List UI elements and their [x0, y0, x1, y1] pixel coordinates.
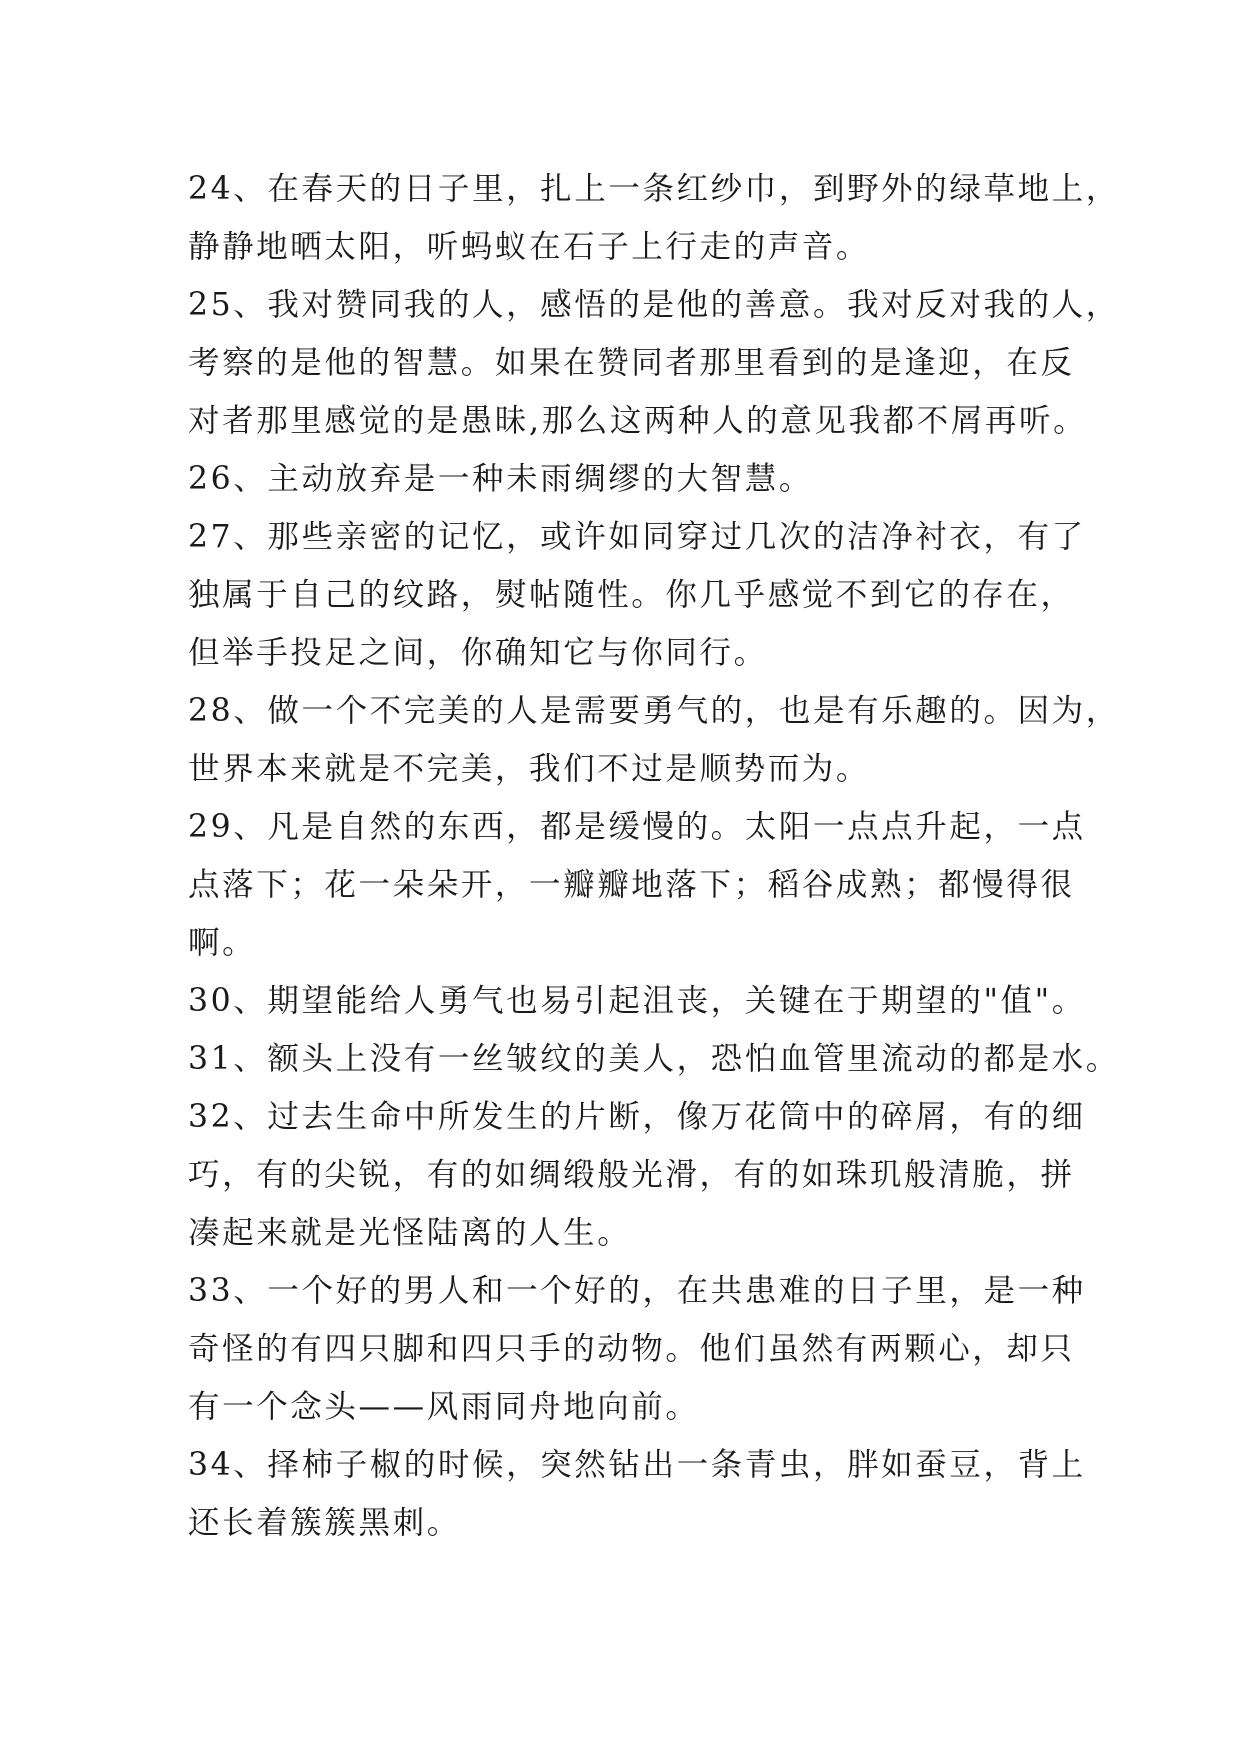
text-line: 凑起来就是光怪陆离的人生。 — [188, 1215, 632, 1251]
text-line: 但举手投足之间，你确知它与你同行。 — [188, 635, 768, 671]
text-line: 独属于自己的纹路，熨帖随性。你几乎感觉不到它的存在， — [188, 577, 1075, 613]
text-line: 点落下；花一朵朵开，一瓣瓣地落下；稻谷成熟；都慢得很 — [188, 867, 1075, 903]
document-body — [188, 160, 1120, 1552]
text-line: 还长着簇簇黑刺。 — [188, 1505, 461, 1541]
text-line: 31、额头上没有一丝皱纹的美人，恐怕血管里流动的都是水。 — [188, 1041, 1120, 1077]
text-line: 巧，有的尖锐，有的如绸缎般光滑，有的如珠玑般清脆，拼 — [188, 1157, 1075, 1193]
text-line: 29、凡是自然的东西，都是缓慢的。太阳一点点升起，一点 — [188, 809, 1086, 845]
text-line: 26、主动放弃是一种未雨绸缪的大智慧。 — [188, 461, 813, 497]
text-line: 世界本来就是不完美，我们不过是顺势而为。 — [188, 751, 871, 787]
text-line: 27、那些亲密的记忆，或许如同穿过几次的洁净衬衣，有了 — [188, 519, 1086, 555]
text-line: 奇怪的有四只脚和四只手的动物。他们虽然有两颗心，却只 — [188, 1331, 1075, 1367]
text-line: 33、一个好的男人和一个好的，在共患难的日子里，是一种 — [188, 1273, 1086, 1309]
text-line: 28、做一个不完美的人是需要勇气的，也是有乐趣的。因为， — [188, 693, 1120, 729]
text-line: 有一个念头——风雨同舟地向前。 — [188, 1389, 700, 1425]
text-line: 静静地晒太阳，听蚂蚁在石子上行走的声音。 — [188, 229, 871, 265]
text-line: 25、我对赞同我的人，感悟的是他的善意。我对反对我的人， — [188, 287, 1120, 323]
text-line: 对者那里感觉的是愚昧,那么这两种人的意见我都不屑再听。 — [188, 403, 1088, 439]
text-line: 30、期望能给人勇气也易引起沮丧，关键在于期望的"值"。 — [188, 983, 1086, 1019]
text-line: 啊。 — [188, 925, 257, 961]
text-line: 考察的是他的智慧。如果在赞同者那里看到的是逢迎，在反 — [188, 345, 1075, 381]
text-line: 24、在春天的日子里，扎上一条红纱巾，到野外的绿草地上， — [188, 171, 1120, 207]
text-line: 34、择柿子椒的时候，突然钻出一条青虫，胖如蚕豆，背上 — [188, 1447, 1086, 1483]
text-line: 32、过去生命中所发生的片断，像万花筒中的碎屑，有的细 — [188, 1099, 1086, 1135]
